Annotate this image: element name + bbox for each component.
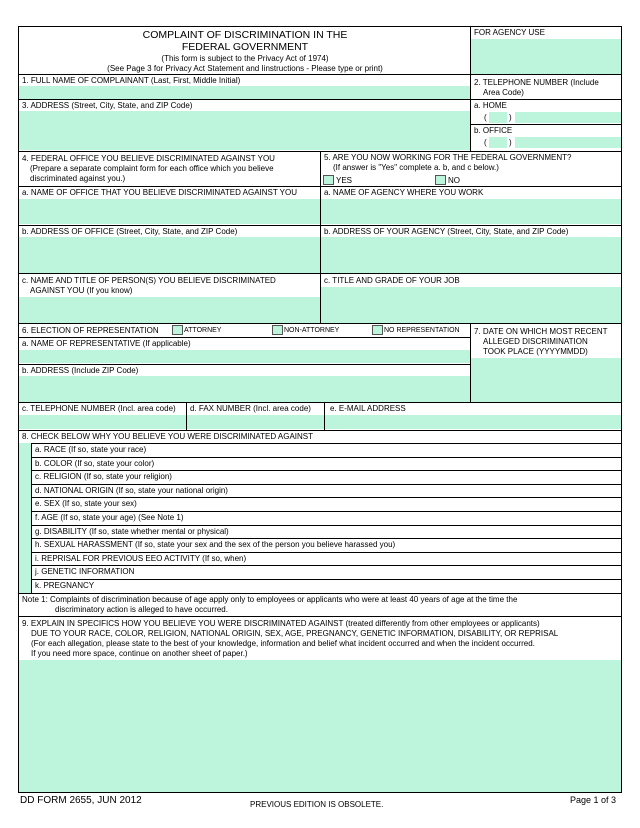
divider: [18, 99, 471, 100]
item9-label-line4: If you need more space, continue on another sheet of paper.): [31, 649, 248, 658]
item9-label-line2: DUE TO YOUR RACE, COLOR, RELIGION, NATIONAL ORIGIN, SEX, AGE, PREGNANCY, GENETIC INFORMATION, DISABILITY, OR REPRISAL: [31, 629, 559, 638]
home-phone-label: a. HOME: [474, 101, 507, 110]
reason-row: [18, 525, 622, 539]
item5c-label: c. TITLE AND GRADE OF YOUR JOB: [324, 276, 460, 285]
explanation-field[interactable]: [19, 660, 621, 792]
paren-open: (: [484, 138, 487, 147]
representative-name-field[interactable]: [19, 350, 470, 363]
paren-close: ): [509, 113, 512, 122]
reason-checkbox[interactable]: [19, 484, 32, 498]
reason-row: [18, 470, 622, 484]
item9-label-line1: 9. EXPLAIN IN SPECIFICS HOW YOU BELIEVE YOU WERE DISCRIMINATED AGAINST (treated differently from other employees or applicants): [22, 619, 540, 628]
note1-line1: Note 1: Complaints of discrimination because of age apply only to employees or applicants who were at least 40 years of age at the time the: [22, 595, 518, 604]
item4c-label-line1: c. NAME AND TITLE OF PERSON(S) YOU BELIEVE DISCRIMINATED: [22, 276, 276, 285]
page-number: Page 1 of 3: [570, 795, 617, 805]
incident-date-field[interactable]: [471, 358, 621, 402]
address-field[interactable]: [19, 111, 470, 150]
item4b-label: b. ADDRESS OF OFFICE (Street, City, State, and ZIP Code): [22, 227, 238, 236]
item8-label: 8. CHECK BELOW WHY YOU BELIEVE YOU WERE DISCRIMINATED AGAINST: [22, 432, 314, 441]
reason-label: i. REPRISAL FOR PREVIOUS EEO ACTIVITY (If so, when): [35, 554, 249, 564]
reason-label: e. SEX (If so, state your sex): [35, 499, 140, 509]
attorney-checkbox[interactable]: [172, 325, 183, 335]
office-phone-field[interactable]: [515, 137, 621, 148]
office-area-code-field[interactable]: [489, 137, 507, 148]
reason-checkbox[interactable]: [19, 579, 32, 593]
reason-checkbox[interactable]: [19, 457, 32, 471]
agency-use-field[interactable]: [471, 39, 621, 74]
office-address-field[interactable]: [19, 237, 320, 273]
note1-line2: discriminatory action is alleged to have occurred.: [55, 605, 228, 614]
reason-label: d. NATIONAL ORIGIN (If so, state your national origin): [35, 486, 231, 496]
item4a-label: a. NAME OF OFFICE THAT YOU BELIEVE DISCRIMINATED AGAINST YOU: [22, 188, 298, 197]
item3-label: 3. ADDRESS (Street, City, State, and ZIP Code): [22, 101, 193, 110]
reason-checkbox[interactable]: [19, 443, 32, 457]
item1-label: 1. FULL NAME OF COMPLAINANT (Last, First, Middle Initial): [22, 76, 241, 85]
reason-row: [18, 484, 622, 498]
divider: [18, 337, 471, 338]
non-attorney-label: NON-ATTORNEY: [284, 327, 340, 334]
reason-checkbox[interactable]: [19, 552, 32, 566]
reason-label: c. RELIGION (If so, state your religion): [35, 472, 175, 482]
item6d-label: d. FAX NUMBER (Incl. area code): [190, 404, 311, 413]
yes-checkbox[interactable]: [323, 175, 334, 185]
reason-checkbox[interactable]: [19, 470, 32, 484]
item5-label-line1: 5. ARE YOU NOW WORKING FOR THE FEDERAL GOVERNMENT?: [324, 153, 572, 162]
reason-label: h. SEXUAL HARASSMENT (If so, state your sex and the sex of the person you believe harassed you): [35, 540, 398, 550]
form-title-line1: COMPLAINT OF DISCRIMINATION IN THE: [142, 29, 348, 41]
item4-label-line1: 4. FEDERAL OFFICE YOU BELIEVE DISCRIMINATED AGAINST YOU: [22, 154, 275, 163]
full-name-field[interactable]: [19, 86, 470, 99]
reason-checkbox[interactable]: [19, 538, 32, 552]
reason-detail-field[interactable]: [32, 580, 621, 592]
divider: [18, 402, 622, 403]
item4-label-line3: discriminated against you.): [30, 174, 126, 183]
non-attorney-checkbox[interactable]: [272, 325, 283, 335]
obsolete-notice: PREVIOUS EDITION IS OBSOLETE.: [250, 800, 384, 809]
item5b-label: b. ADDRESS OF YOUR AGENCY (Street, City, State, and ZIP Code): [324, 227, 569, 236]
no-representation-label: NO REPRESENTATION: [384, 327, 460, 334]
item6b-label: b. ADDRESS (Include ZIP Code): [22, 366, 139, 375]
reason-label: j. GENETIC INFORMATION: [35, 567, 137, 577]
form-title-line2: FEDERAL GOVERNMENT: [181, 41, 309, 53]
reason-checkbox[interactable]: [19, 565, 32, 579]
item7-label-line1: 7. DATE ON WHICH MOST RECENT: [474, 327, 608, 336]
item9-label-line3: (For each allegation, please state to the best of your knowledge, information and belief what incident occurred and when the incident occurred.: [31, 639, 535, 648]
reason-row: [18, 538, 622, 552]
reason-row: [18, 552, 622, 566]
divider: [470, 99, 622, 100]
agency-name-field[interactable]: [321, 199, 621, 224]
item7-label-line3: TOOK PLACE (YYYYMMDD): [483, 347, 588, 356]
divider: [470, 74, 471, 151]
reason-checkbox[interactable]: [19, 511, 32, 525]
representative-address-field[interactable]: [19, 376, 470, 402]
reason-row: [18, 579, 622, 593]
item5a-label: a. NAME OF AGENCY WHERE YOU WORK: [324, 188, 484, 197]
no-representation-checkbox[interactable]: [372, 325, 383, 335]
divider: [18, 186, 622, 187]
agency-address-field[interactable]: [321, 237, 621, 273]
form-subtitle1: (This form is subject to the Privacy Act of 1974): [161, 54, 329, 63]
item2-label-line2: Area Code): [483, 88, 524, 97]
representative-fax-field[interactable]: [187, 415, 324, 429]
reason-label: g. DISABILITY (If so, state whether mental or physical): [35, 527, 232, 537]
reason-row: [18, 443, 622, 457]
person-name-field[interactable]: [19, 297, 320, 323]
divider: [18, 74, 622, 75]
item7-label-line2: ALLEGED DISCRIMINATION: [483, 337, 588, 346]
divider: [18, 273, 622, 274]
reason-label: f. AGE (If so, state your age) (See Note 1): [35, 513, 187, 523]
representative-email-field[interactable]: [325, 415, 621, 429]
office-phone-label: b. OFFICE: [474, 126, 513, 135]
item6c-label: c. TELEPHONE NUMBER (Incl. area code): [22, 404, 176, 413]
item6-label: 6. ELECTION OF REPRESENTATION: [22, 326, 159, 335]
item6e-label: e. E-MAIL ADDRESS: [330, 404, 406, 413]
reason-label: b. COLOR (If so, state your color): [35, 459, 157, 469]
divider: [18, 430, 622, 431]
divider: [470, 124, 622, 125]
reason-label: a. RACE (If so, state your race): [35, 445, 149, 455]
paren-open: (: [484, 113, 487, 122]
reason-row: [18, 497, 622, 511]
paren-close: ): [509, 138, 512, 147]
no-checkbox[interactable]: [435, 175, 446, 185]
reason-checkbox[interactable]: [19, 525, 32, 539]
representative-phone-field[interactable]: [19, 415, 186, 429]
divider: [18, 593, 622, 594]
home-area-code-field[interactable]: [489, 112, 507, 123]
yes-label: YES: [336, 176, 353, 185]
office-name-field[interactable]: [19, 199, 320, 224]
item4-label-line2: (Prepare a separate complaint form for each office which you believe: [30, 164, 274, 173]
home-phone-field[interactable]: [515, 112, 621, 123]
form-subtitle2: (See Page 3 for Privacy Act Statement and Iinstructions - Please type or print): [107, 64, 383, 73]
item4c-label-line2: AGAINST YOU (If you know): [30, 286, 133, 295]
agency-use-label: FOR AGENCY USE: [474, 28, 545, 37]
divider: [18, 323, 622, 324]
item5-label-line2: (If answer is "Yes" complete a. b, and c below.): [333, 163, 499, 172]
reason-row: [18, 457, 622, 471]
attorney-label: ATTORNEY: [184, 327, 222, 334]
form-id: DD FORM 2655, JUN 2012: [20, 795, 142, 806]
divider: [18, 364, 471, 365]
reason-checkbox[interactable]: [19, 497, 32, 511]
reason-label: k. PREGNANCY: [35, 581, 97, 591]
reason-row: [18, 511, 622, 525]
reason-row: [18, 565, 622, 579]
item2-label-line1: 2. TELEPHONE NUMBER (Include: [474, 78, 599, 87]
divider: [18, 225, 622, 226]
divider: [18, 616, 622, 617]
item6a-label: a. NAME OF REPRESENTATIVE (If applicable): [22, 339, 191, 348]
no-label: NO: [448, 176, 460, 185]
job-title-field[interactable]: [321, 287, 621, 323]
